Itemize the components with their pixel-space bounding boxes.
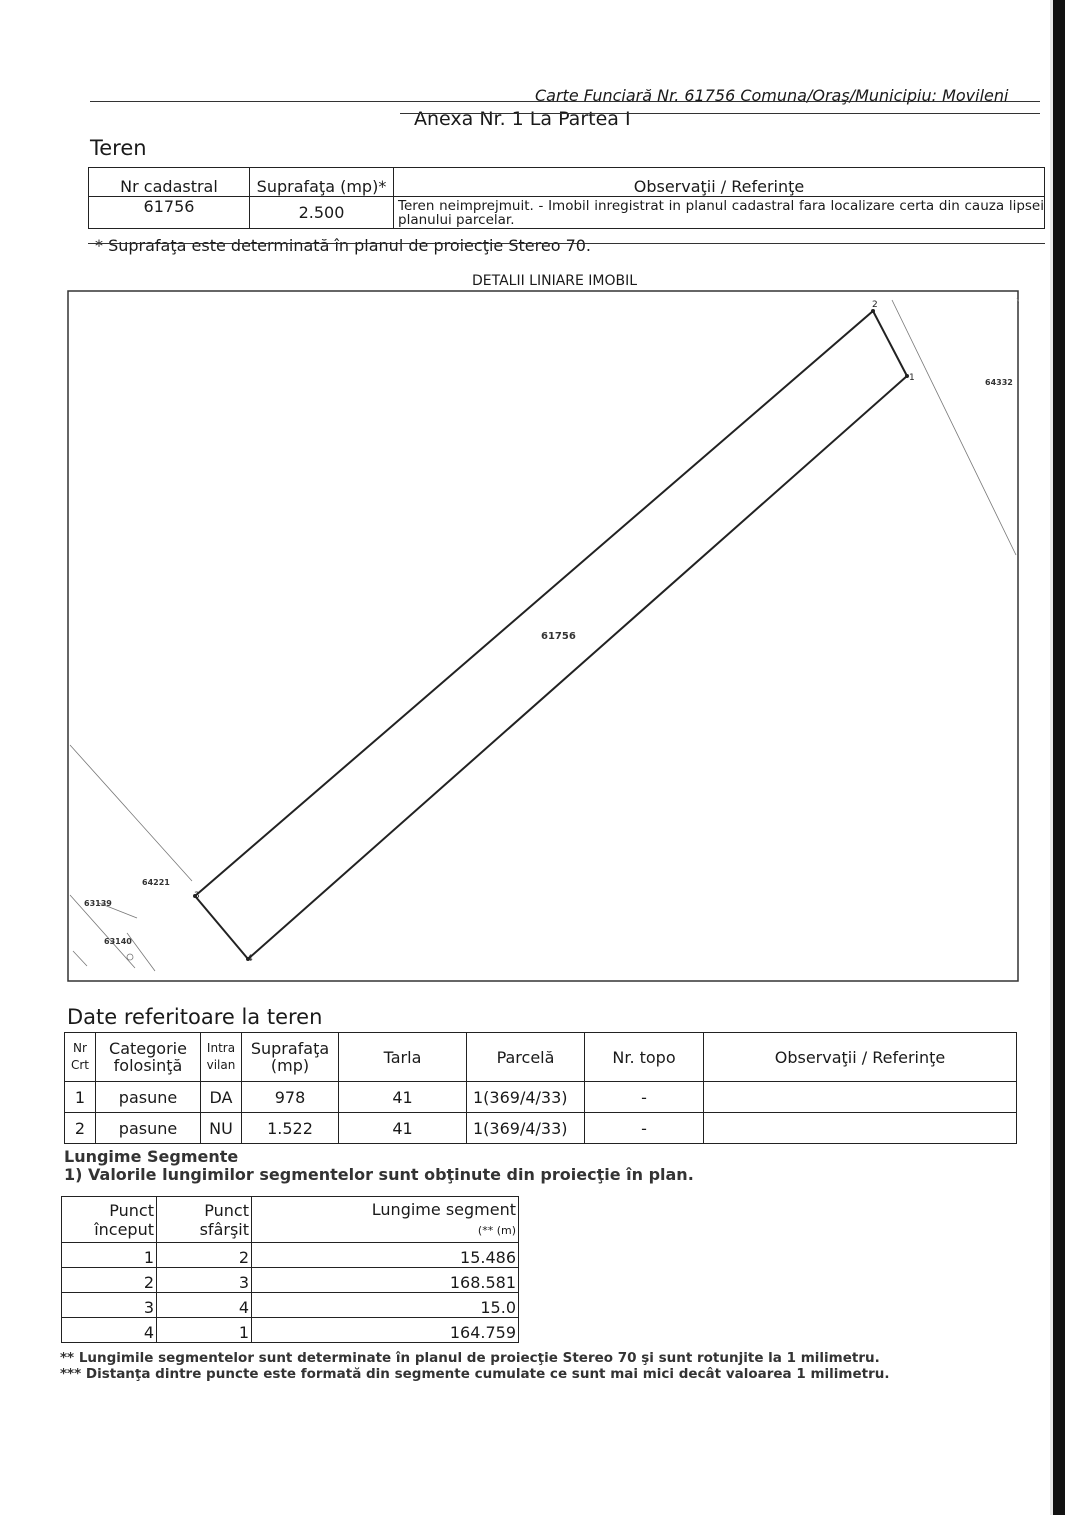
table-row bbox=[65, 1113, 1017, 1144]
neighbor-label-64332: 64332 bbox=[985, 378, 1013, 387]
table-row bbox=[62, 1243, 519, 1268]
teren-section-title: Teren bbox=[90, 136, 147, 160]
segmente-header bbox=[62, 1197, 519, 1243]
col-observatii: Observaţii / Referinţe bbox=[394, 168, 1045, 197]
carte-funciara-header: Carte Funciară Nr. 61756 Comuna/Oraş/Municipiu: Movileni bbox=[535, 86, 1009, 105]
col-punct-inceput: Punct început bbox=[62, 1197, 157, 1243]
point-label-2: 2 bbox=[872, 300, 878, 310]
lungime-segmente-title: Lungime Segmente bbox=[64, 1147, 239, 1166]
anexa-title: Anexa Nr. 1 La Partea I bbox=[414, 108, 631, 130]
map-caption: DETALII LINIARE IMOBIL bbox=[472, 273, 638, 289]
cell-length: 168.581 bbox=[252, 1268, 519, 1293]
teren-table bbox=[88, 167, 1045, 229]
cell-categorie: pasune bbox=[96, 1082, 201, 1113]
cell-start: 1 bbox=[62, 1243, 157, 1268]
cell-end: 4 bbox=[157, 1293, 252, 1318]
lungime-segmente-subtitle: 1) Valorile lungimilor segmentelor sunt obţinute din proiecţie în plan. bbox=[64, 1165, 694, 1184]
col-tarla: Tarla bbox=[339, 1033, 467, 1082]
col-categorie: Categorie folosinţă bbox=[96, 1033, 201, 1082]
neighbor-label-63139: 63139 bbox=[84, 899, 112, 908]
cell-start: 3 bbox=[62, 1293, 157, 1318]
parcel-label: 61756 bbox=[541, 631, 576, 642]
cell-nr-cadastral: 61756 bbox=[89, 197, 250, 229]
table-row bbox=[62, 1268, 519, 1293]
neighbor-label-64221: 64221 bbox=[142, 878, 170, 887]
header-rule bbox=[90, 101, 1040, 102]
anexa-rule bbox=[400, 113, 1040, 114]
cell-topo: - bbox=[585, 1082, 704, 1113]
date-teren-header bbox=[65, 1033, 1017, 1082]
cell-observatii: Teren neimprejmuit. - Imobil inregistrat in planul cadastral fara localizare certa din cauza lipsei planului parcelar. bbox=[394, 197, 1045, 229]
footnote-rule bbox=[88, 243, 1045, 244]
cell-start: 4 bbox=[62, 1318, 157, 1343]
col-lungime-segment bbox=[252, 1197, 519, 1243]
date-teren-table bbox=[64, 1032, 1017, 1144]
col-nr-crt: Nr Crt bbox=[65, 1033, 96, 1082]
table-row bbox=[62, 1318, 519, 1343]
cell-length: 15.0 bbox=[252, 1293, 519, 1318]
lungime-unit: (** (m) bbox=[477, 1223, 516, 1237]
cell-end: 2 bbox=[157, 1243, 252, 1268]
point-label-1: 1 bbox=[909, 373, 915, 383]
col-nr-topo: Nr. topo bbox=[585, 1033, 704, 1082]
col-punct-sfarsit: Punct sfârşit bbox=[157, 1197, 252, 1243]
cell-obs bbox=[704, 1082, 1017, 1113]
cell-nr: 1 bbox=[65, 1082, 96, 1113]
neighbor-boundary-line bbox=[892, 300, 1016, 555]
cell-end: 1 bbox=[157, 1318, 252, 1343]
segmente-table bbox=[61, 1196, 519, 1343]
cell-start: 2 bbox=[62, 1268, 157, 1293]
cell-intravilan: DA bbox=[201, 1082, 242, 1113]
cell-intravilan: NU bbox=[201, 1113, 242, 1144]
cell-tarla: 41 bbox=[339, 1082, 467, 1113]
cell-length: 164.759 bbox=[252, 1318, 519, 1343]
cell-length: 15.486 bbox=[252, 1243, 519, 1268]
teren-table-row bbox=[89, 197, 1045, 229]
parcel-map bbox=[67, 283, 1019, 983]
suprafata-footnote: * Suprafaţa este determinată în planul de proiecţie Stereo 70. bbox=[95, 236, 592, 255]
col-intravilan: Intra vilan bbox=[201, 1033, 242, 1082]
lungime-label: Lungime segment bbox=[371, 1199, 516, 1219]
col-suprafata: Suprafaţa (mp)* bbox=[250, 168, 394, 197]
col-suprafata-mp: Suprafaţa (mp) bbox=[242, 1033, 339, 1082]
cell-obs bbox=[704, 1113, 1017, 1144]
col-observatii-referinte: Observaţii / Referinţe bbox=[704, 1033, 1017, 1082]
point-label-3: 3 bbox=[194, 891, 200, 901]
point-label-4: 4 bbox=[247, 954, 253, 964]
date-teren-title: Date referitoare la teren bbox=[67, 1005, 323, 1029]
cell-end: 3 bbox=[157, 1268, 252, 1293]
cell-suprafata: 978 bbox=[242, 1082, 339, 1113]
scanner-edge bbox=[1053, 0, 1065, 1515]
cell-parcela: 1(369/4/33) bbox=[467, 1113, 585, 1144]
col-nr-cadastral: Nr cadastral bbox=[89, 168, 250, 197]
cell-tarla: 41 bbox=[339, 1113, 467, 1144]
col-parcela: Parcelă bbox=[467, 1033, 585, 1082]
cell-suprafata: 1.522 bbox=[242, 1113, 339, 1144]
footnote-lungimi: ** Lungimile segmentelor sunt determinate în planul de proiecţie Stereo 70 şi sunt rotunjite la 1 milimetru. bbox=[60, 1350, 880, 1366]
teren-table-header bbox=[89, 168, 1045, 197]
table-row bbox=[65, 1082, 1017, 1113]
neighbor-label-63140: 63140 bbox=[104, 937, 132, 946]
neighbor-marker bbox=[127, 954, 133, 960]
cell-topo: - bbox=[585, 1113, 704, 1144]
cell-nr: 2 bbox=[65, 1113, 96, 1144]
cell-parcela: 1(369/4/33) bbox=[467, 1082, 585, 1113]
footnote-distanta: *** Distanţa dintre puncte este formată din segmente cumulate ce sunt mai mici decât valoarea 1 milimetru. bbox=[60, 1366, 890, 1382]
table-row bbox=[62, 1293, 519, 1318]
neighbor-boundary-line bbox=[73, 951, 87, 966]
neighbor-boundary-line bbox=[70, 745, 192, 881]
cell-categorie: pasune bbox=[96, 1113, 201, 1144]
cell-suprafata: 2.500 bbox=[250, 197, 394, 229]
